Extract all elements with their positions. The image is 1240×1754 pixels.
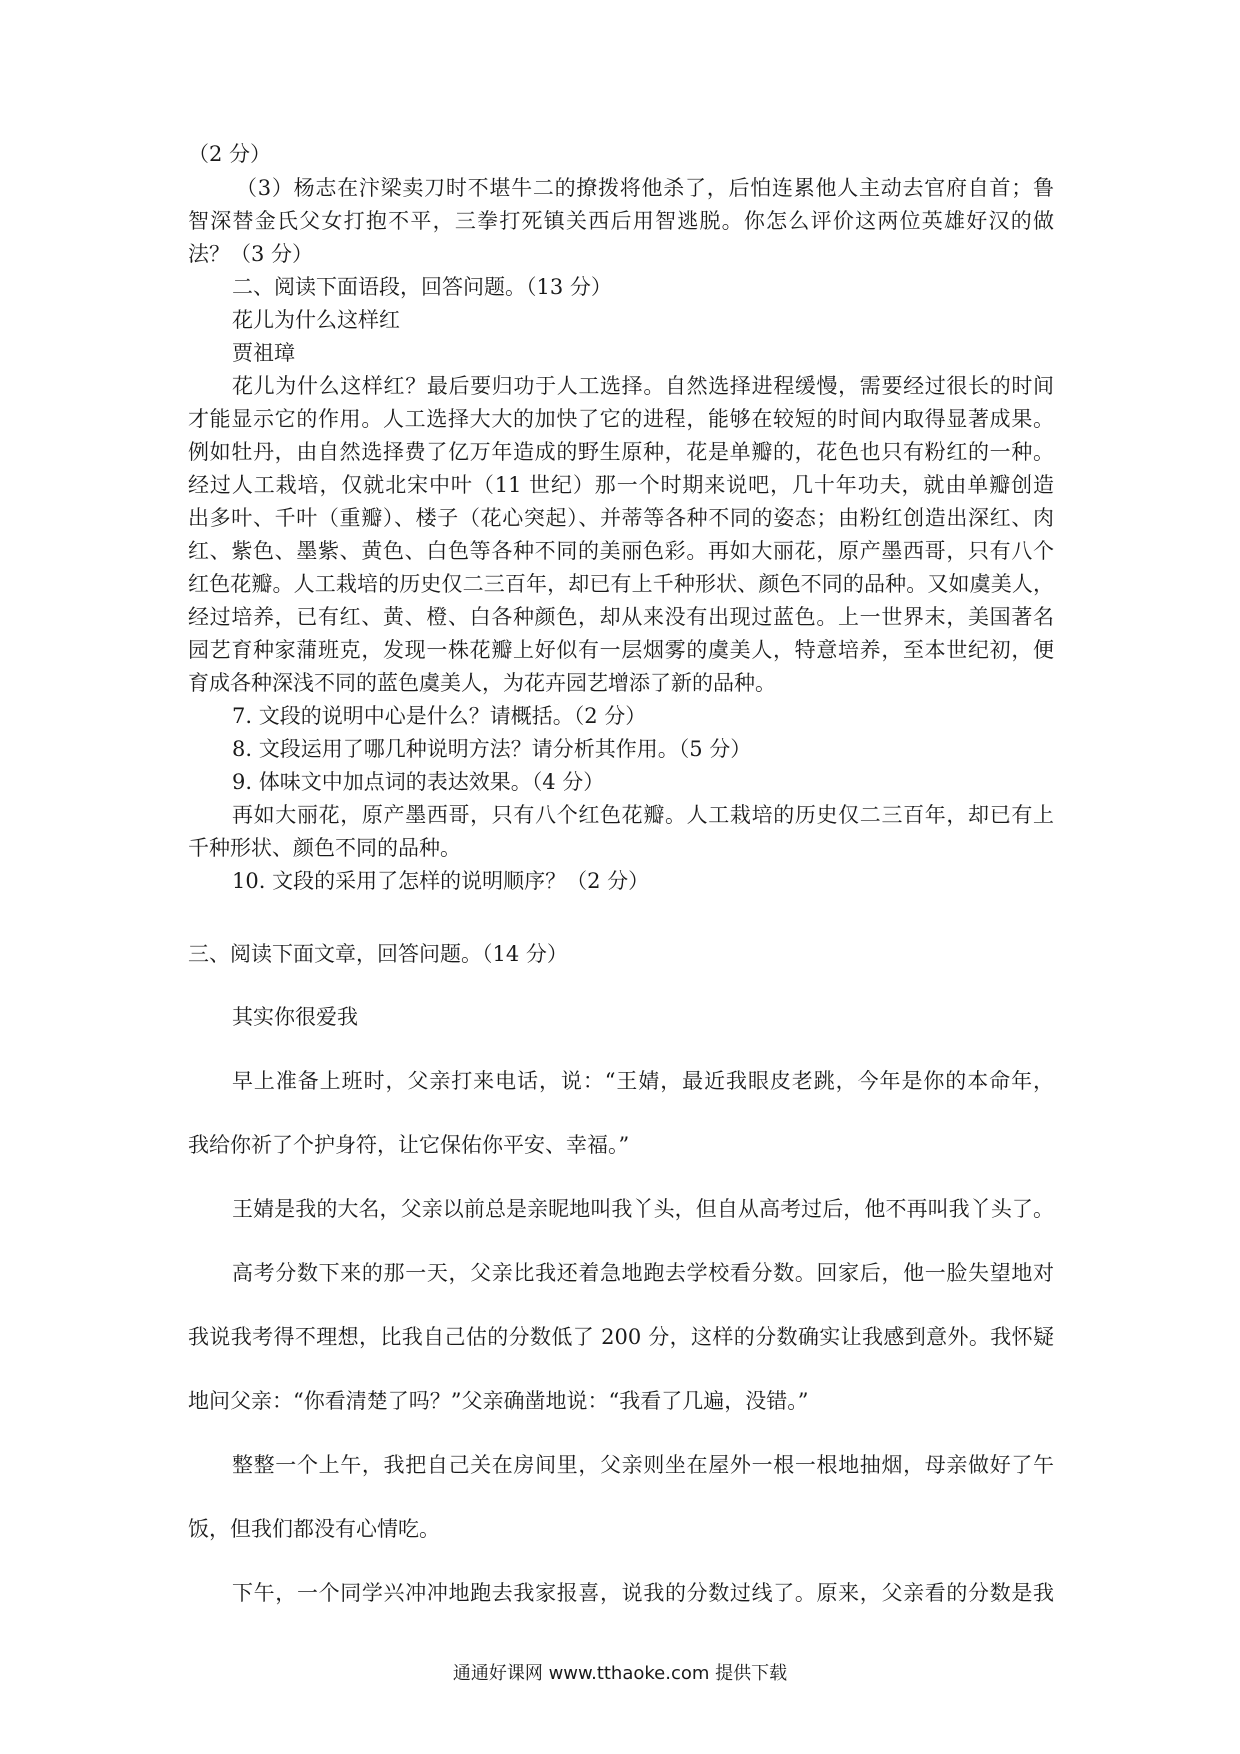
text-line: 下午，一个同学兴冲冲地跑去我家报喜，说我的分数过线了。原来，父亲看的分数是我 — [232, 1581, 1054, 1605]
section-heading: 二、阅读下面语段，回答问题。（13 分） — [232, 275, 612, 299]
text-line: 高考分数下来的那一天，父亲比我还着急地跑去学校看分数。回家后，他一脸失望地对 — [232, 1261, 1054, 1285]
text-line: （3）杨志在汴梁卖刀时不堪牛二的撩拨将他杀了，后怕连累他人主动去官府自首；鲁 — [236, 176, 1054, 200]
text-line: 地问父亲：“你看清楚了吗？”父亲确凿地说：“我看了几遍，没错。” — [188, 1389, 809, 1413]
text-line: 法？（3 分） — [188, 242, 314, 266]
text-line: 再如大丽花，原产墨西哥，只有八个红色花瓣。人工栽培的历史仅二三百年，却已有上 — [232, 803, 1054, 827]
text-line: 经过培养，已有红、黄、橙、白各种颜色，却从来没有出现过蓝色。上一世界末，美国著名 — [188, 605, 1054, 629]
text-line: 千种形状、颜色不同的品种。 — [188, 836, 461, 860]
text-line: 王婧是我的大名，父亲以前总是亲昵地叫我丫头，但自从高考过后，他不再叫我丫头了。 — [232, 1197, 1054, 1221]
text-line: 才能显示它的作用。人工选择大大的加快了它的进程，能够在较短的时间内取得显著成果。 — [188, 407, 1054, 431]
text-line: 育成各种深浅不同的蓝色虞美人，为花卉园艺增添了新的品种。 — [188, 671, 776, 695]
text-line: 智深替金氏父女打抱不平，三拳打死镇关西后用智逃脱。你怎么评价这两位英雄好汉的做 — [188, 209, 1054, 233]
text-line: 花儿为什么这样红？最后要归功于人工选择。自然选择进程缓慢，需要经过很长的时间 — [232, 374, 1054, 398]
text-line: 出多叶、千叶（重瓣）、楼子（花心突起）、并蒂等各种不同的姿态；由粉红创造出深红、肉 — [188, 506, 1054, 530]
text-line: 整整一个上午，我把自己关在房间里，父亲则坐在屋外一根一根地抽烟，母亲做好了午 — [232, 1453, 1054, 1477]
article-title: 其实你很爱我 — [232, 1005, 358, 1029]
section-heading: 三、阅读下面文章，回答问题。（14 分） — [188, 942, 568, 966]
text-line: 红、紫色、墨紫、黄色、白色等各种不同的美丽色彩。再如大丽花，原产墨西哥，只有八个 — [188, 539, 1054, 563]
article-author: 贾祖璋 — [232, 341, 295, 365]
text-line: 园艺育种家蒲班克，发现一株花瓣上好似有一层烟雾的虞美人，特意培养，至本世纪初，便 — [188, 638, 1054, 662]
question-9: 9. 体味文中加点词的表达效果。（4 分） — [232, 770, 605, 794]
page-footer: 通通好课网 www.tthaoke.com 提供下载 — [452, 1663, 788, 1684]
text-line: 红色花瓣。人工栽培的历史仅二三百年，却已有上千种形状、颜色不同的品种。又如虞美人， — [188, 572, 1054, 596]
text-line: 饭，但我们都没有心情吃。 — [188, 1517, 440, 1541]
text-line: 早上准备上班时，父亲打来电话，说：“王婧，最近我眼皮老跳，今年是你的本命年， — [232, 1069, 1054, 1093]
question-8: 8. 文段运用了哪几种说明方法？请分析其作用。（5 分） — [232, 737, 752, 761]
question-10: 10. 文段的采用了怎样的说明顺序？（2 分） — [232, 869, 650, 893]
article-title: 花儿为什么这样红 — [232, 308, 400, 332]
text-line: 我给你祈了个护身符，让它保佑你平安、幸福。” — [188, 1133, 630, 1157]
text-line: 经过人工栽培，仅就北宋中叶（11 世纪）那一个时期来说吧，几十年功夫，就由单瓣创造 — [188, 473, 1054, 497]
text-line: （2 分） — [188, 142, 272, 166]
question-7: 7. 文段的说明中心是什么？请概括。（2 分） — [232, 704, 647, 728]
text-line: 我说我考得不理想，比我自己估的分数低了 200 分，这样的分数确实让我感到意外。我怀疑 — [188, 1325, 1054, 1349]
text-line: 例如牡丹，由自然选择费了亿万年造成的野生原种，花是单瓣的，花色也只有粉红的一种。 — [188, 440, 1054, 464]
